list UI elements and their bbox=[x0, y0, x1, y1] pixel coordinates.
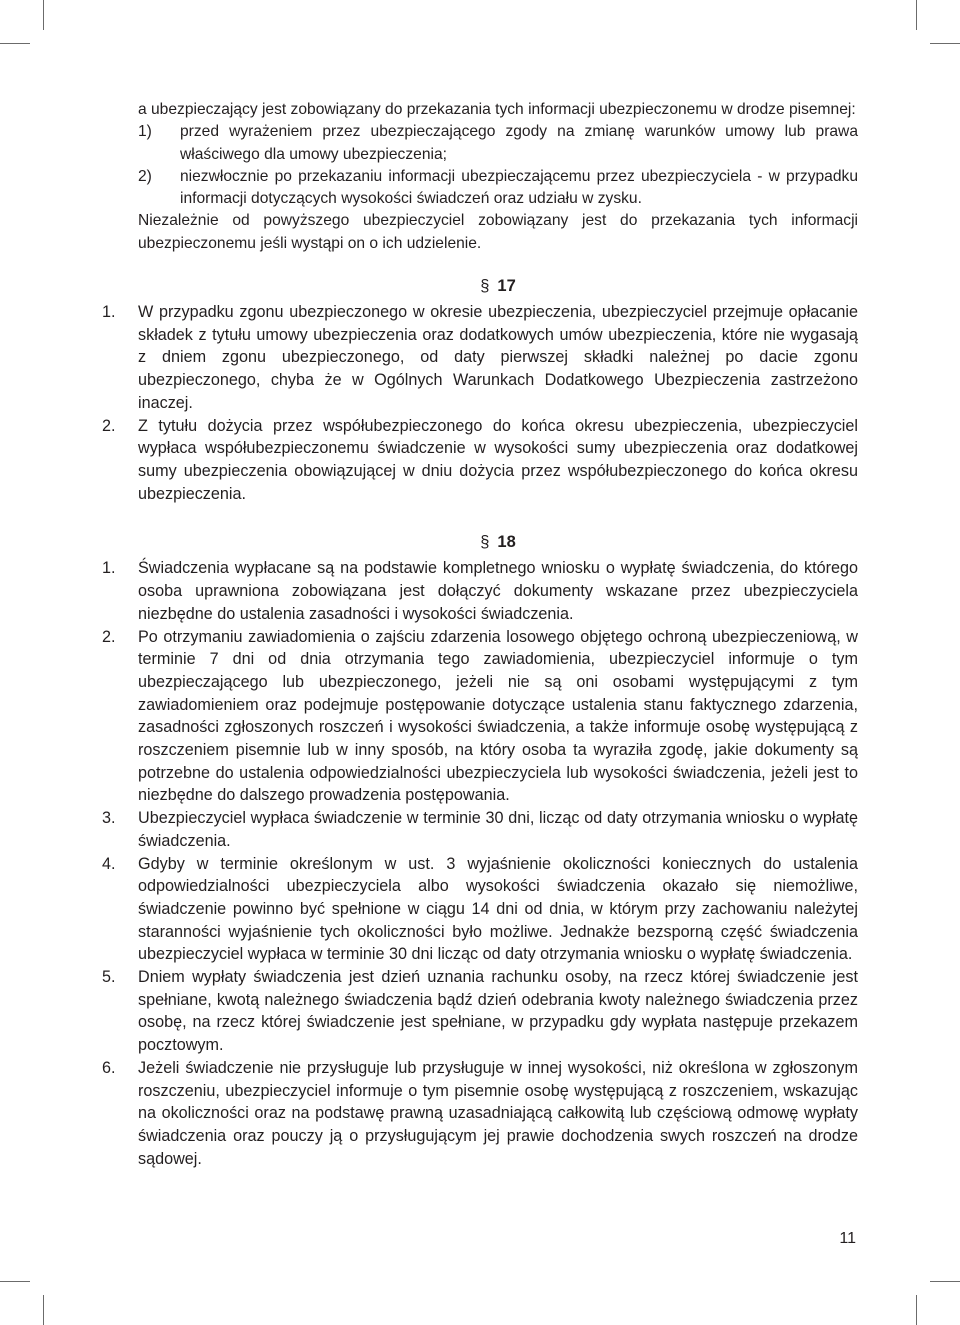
list-item bbox=[102, 966, 858, 1057]
crop-mark-bottom-right-v bbox=[916, 1295, 917, 1325]
crop-mark-top-left-v bbox=[43, 0, 44, 30]
section-heading-18 bbox=[138, 531, 858, 553]
item-text: W przypadku zgonu ubezpieczonego w okresie ubezpieczenia, ubezpieczyciel przejmuje opłacanie składek z tytułu umowy ubezpieczenia oraz dodatkowych umów ubezpieczenia, które nie wygasają z dniem zgonu ubezpieczonego, od daty pierwszej składki należnej po dacie zgonu ubezpieczonego, chyba że w Ogólnych Warunkach Dodatkowego Ubezpieczenia zastrzeżono inaczej. bbox=[138, 303, 858, 412]
item-text: Dniem wypłaty świadczenia jest dzień uznania rachunku osoby, na rzecz której świadczenie jest spełniane, kwotą należnego świadczenia bądź dzień odebrania kwoty należnego świadczenia przez osobę, na rzecz której świadczenie jest spełniane, w przypadku gdy wypłata następuje przekazem pocztowym. bbox=[138, 968, 858, 1055]
item-number: 2. bbox=[102, 627, 116, 646]
page-number: 11 bbox=[839, 1230, 856, 1247]
item-text: Świadczenia wypłacane są na podstawie kompletnego wniosku o wypłatę świadczenia, do którego osoba uprawniona zobowiązana jest dołączyć dokumenty wskazane przez ubezpieczyciela niezbędne do ustalenia zasadności i wysokości świadczenia. bbox=[138, 559, 858, 623]
item-number: 2) bbox=[138, 167, 152, 185]
section-number: 18 bbox=[497, 533, 516, 552]
item-number: 5. bbox=[102, 968, 116, 987]
section-18-list bbox=[102, 557, 858, 1170]
paragraph-symbol: § bbox=[480, 277, 490, 296]
intro-item bbox=[138, 121, 858, 166]
list-item bbox=[102, 853, 858, 967]
item-text: niezwłocznie po przekazaniu informacji ubezpieczającemu przez ubezpieczyciela - w przypadku informacji dotyczących wysokości świadczeń oraz udziału w zysku. bbox=[180, 167, 858, 208]
crop-mark-bottom-left-v bbox=[43, 1295, 44, 1325]
item-number: 1. bbox=[102, 559, 116, 578]
item-number: 4. bbox=[102, 854, 116, 873]
intro-closing: Niezależnie od powyższego ubezpieczyciel zobowiązany jest do przekazania tych informacji ubezpieczonemu jeśli wystąpi on o ich udzielenie. bbox=[138, 212, 858, 252]
crop-mark-bottom-right-h bbox=[930, 1281, 960, 1282]
section-number: 17 bbox=[497, 277, 516, 296]
item-text: Jeżeli świadczenie nie przysługuje lub przysługuje w innej wysokości, niż określona w zgłoszonym roszczeniu, ubezpieczyciel informuje o tym pisemnie osobę występującą z roszczeniem, wskazując na okoliczności oraz na podstawę prawną uzasadniającą całkowitą lub częściową odmowę wypłaty świadczenia oraz pouczy ją o przysługującym jej prawie dochodzenia swych roszczeń na drodze sądowej. bbox=[138, 1058, 858, 1168]
intro-item bbox=[138, 166, 858, 211]
crop-mark-top-right-v bbox=[916, 0, 917, 30]
item-number: 1) bbox=[138, 123, 152, 141]
section-17-list bbox=[102, 301, 858, 505]
item-number: 6. bbox=[102, 1058, 116, 1077]
item-text: Ubezpieczyciel wypłaca świadczenie w terminie 30 dni, licząc od daty otrzymania wniosku o wypłatę świadczenia. bbox=[138, 809, 858, 850]
intro-lead: a ubezpieczający jest zobowiązany do przekazania tych informacji ubezpieczonemu w drodze pisemnej: bbox=[138, 101, 856, 118]
document-page bbox=[102, 99, 858, 1170]
item-number: 1. bbox=[102, 303, 116, 322]
list-item bbox=[102, 557, 858, 625]
list-item bbox=[102, 415, 858, 506]
crop-mark-bottom-left-h bbox=[0, 1281, 30, 1282]
item-number: 3. bbox=[102, 809, 116, 828]
item-number: 2. bbox=[102, 416, 116, 435]
list-item bbox=[102, 1057, 858, 1171]
paragraph-symbol: § bbox=[480, 533, 490, 552]
list-item bbox=[102, 807, 858, 852]
crop-mark-top-right-h bbox=[930, 43, 960, 44]
item-text: Z tytułu dożycia przez współubezpieczonego do końca okresu ubezpieczenia, ubezpieczyciel wypłaca współubezpieczonemu świadczenie w wysokości sumy ubezpieczenia oraz dodatkowej sumy ubezpieczenia obowiązującej w dniu dożycia przez współubezpieczonego do końca okresu ubezpieczenia. bbox=[138, 416, 858, 503]
intro-block bbox=[138, 99, 858, 255]
crop-mark-top-left-h bbox=[0, 43, 30, 44]
item-text: Gdyby w terminie określonym w ust. 3 wyjaśnienie okoliczności koniecznych do ustalenia odpowiedzialności ubezpieczyciela albo wysokości świadczenia okazało się niemożliwe, świadczenie powinno być spełnione w ciągu 14 dni od dnia, w którym przy zachowaniu należytej staranności wyjaśnienie tych okoliczności było możliwe. Jednakże bezsporną część świadczenia ubezpieczyciel wypłaca w terminie 30 dni licząc od daty otrzymania wniosku o wypłatę świadczenia. bbox=[138, 854, 858, 964]
list-item bbox=[102, 626, 858, 808]
section-heading-17 bbox=[138, 275, 858, 297]
list-item bbox=[102, 301, 858, 415]
item-text: przed wyrażeniem przez ubezpieczającego zgody na zmianę warunków umowy lub prawa właściwego dla umowy ubezpieczenia; bbox=[180, 123, 858, 163]
item-text: Po otrzymaniu zawiadomienia o zajściu zdarzenia losowego objętego ochroną ubezpieczeniową, w terminie 7 dni od dnia otrzymania tego zawiadomienia, ubezpieczyciel informuje o tym ubezpieczającego lub ubezpieczonego, jeżeli nie są oni osobami występującymi z tym zawiadomieniem oraz podejmuje postępowanie dotyczące ustalenia stanu faktycznego zdarzenia, zasadności zgłoszonych roszczeń i wysokości świadczenia, a także informuje osobę występującą z roszczeniem pisemnie lub w inny sposób, na który osoba ta wyraziła zgodę, jakie dokumenty są potrzebne do ustalenia odpowiedzialności ubezpieczyciela lub wysokości świadczenia, jeżeli jest to niezbędne do dalszego prowadzenia postępowania. bbox=[138, 627, 858, 805]
